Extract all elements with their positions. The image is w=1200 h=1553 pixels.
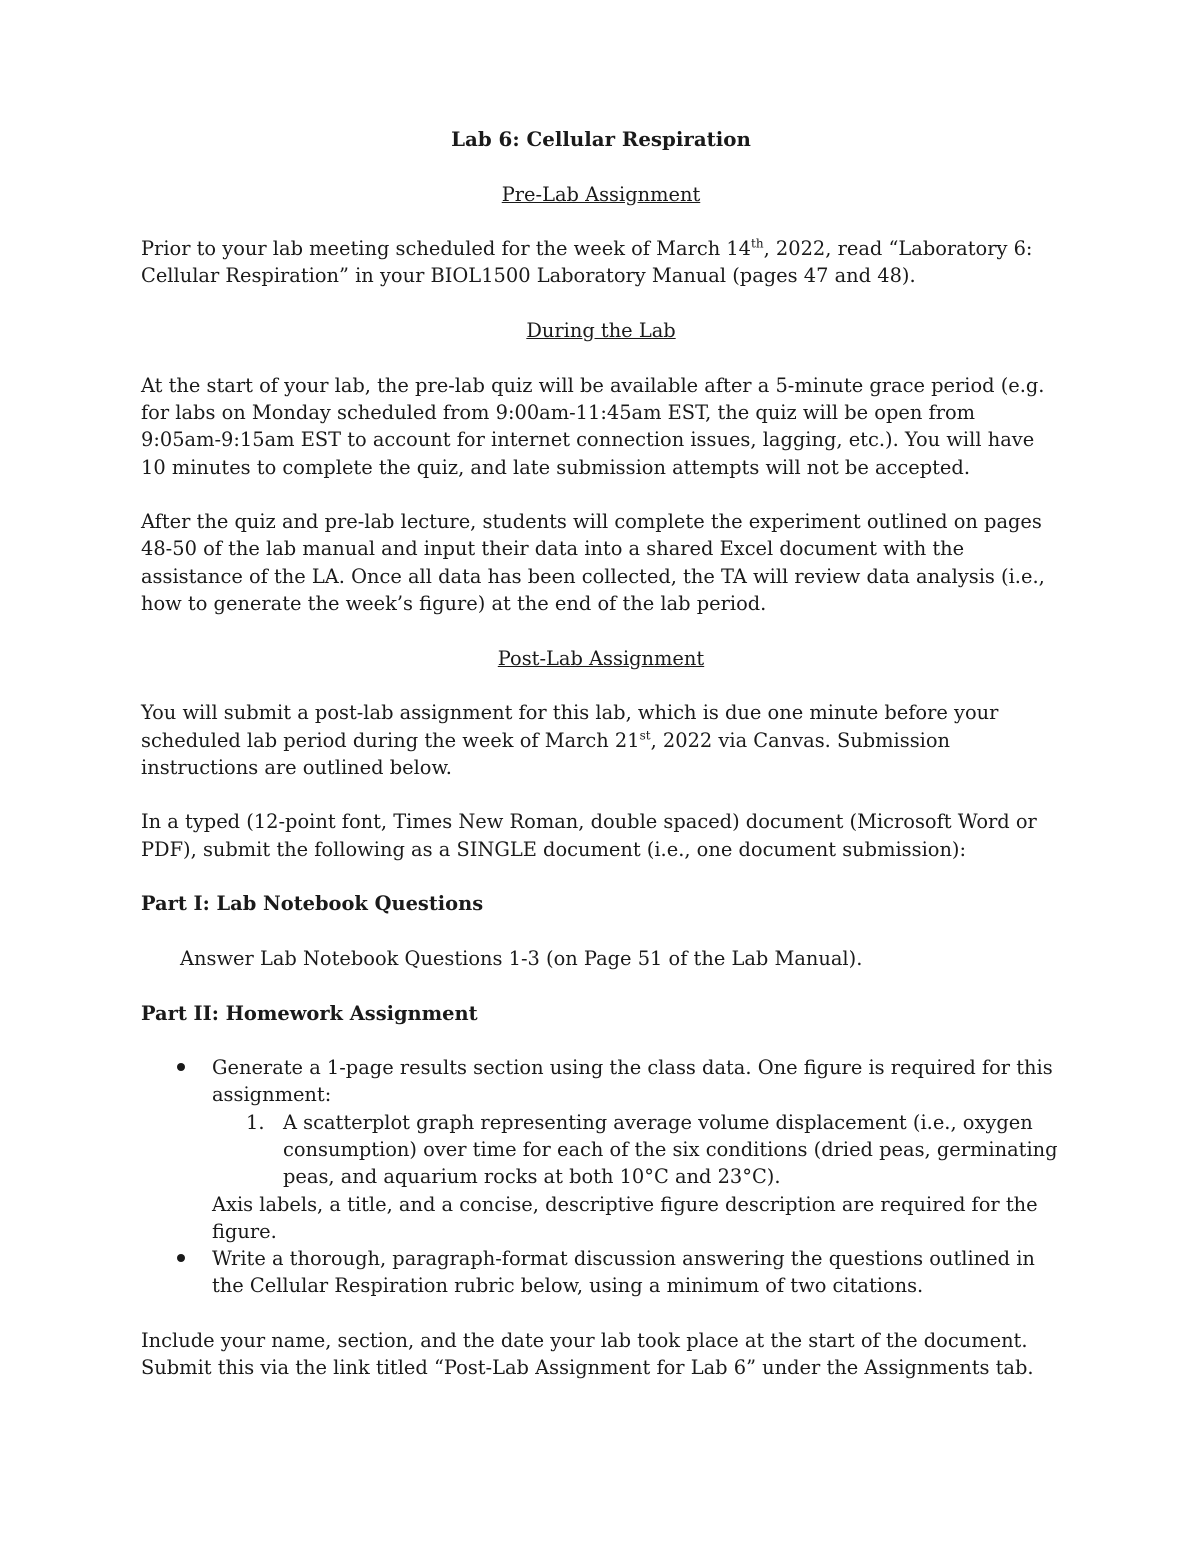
- during-paragraph-1: At the start of your lab, the pre-lab quiz will be available after a 5-minute grace period (e.g. for labs on Monday scheduled from 9:00am-11:45am EST, the quiz will be open from 9:05am-9:15am EST to account for internet connection issues, lagging, etc.). You will have 10 minutes to complete the quiz, and late submission attempts will not be accepted.: [141, 373, 1045, 479]
- list-item: [212, 1109, 1061, 1191]
- part2-heading: Part II: Homework Assignment: [141, 1001, 478, 1025]
- postlab-ordinal-suffix: st: [639, 728, 651, 743]
- postlab-heading: Post-Lab Assignment: [497, 646, 705, 670]
- during-heading: During the Lab: [526, 319, 676, 343]
- list-item: [141, 1245, 1061, 1300]
- bullet2-text: Write a thorough, paragraph-format discussion answering the questions outlined in the Cellular Respiration rubric below, using a minimum of two citations.: [212, 1247, 1035, 1298]
- prelab-paragraph: [141, 235, 1061, 290]
- closing-paragraph: Include your name, section, and the date your lab took place at the start of the document. Submit this via the link titled “Post-Lab Assignment for Lab 6” under the Assignments tab.: [141, 1329, 1034, 1380]
- prelab-heading-line: [141, 181, 1061, 208]
- part1-text: Answer Lab Notebook Questions 1-3 (on Page 51 of the Lab Manual).: [180, 946, 863, 970]
- number-marker: 1.: [246, 1110, 265, 1134]
- postlab-heading-line: [141, 645, 1061, 672]
- postlab-text-end: , 2022 via Canvas. Submission instructions are outlined below.: [141, 728, 951, 779]
- prelab-text-start: Prior to your lab meeting scheduled for the week of March 14: [141, 237, 752, 261]
- during-heading-line: [141, 317, 1061, 344]
- bullet1-tail-text: Axis labels, a title, and a concise, descriptive figure description are required for the figure.: [212, 1192, 1038, 1243]
- postlab-paragraph-1: [141, 699, 1061, 781]
- list-item: [141, 1054, 1061, 1245]
- bullet-icon: [177, 1254, 185, 1262]
- prelab-text-end: , 2022, read “Laboratory 6: Cellular Respiration” in your BIOL1500 Laboratory Manual (pages 47 and 48).: [141, 237, 1033, 288]
- bullet1-text: Generate a 1-page results section using the class data. One figure is required for this assignment:: [212, 1056, 1053, 1107]
- part1-heading: Part I: Lab Notebook Questions: [141, 892, 484, 916]
- part2-bullet-list: [141, 1054, 1061, 1300]
- page-title: Lab 6: Cellular Respiration: [451, 127, 751, 151]
- postlab-paragraph-2: In a typed (12-point font, Times New Roman, double spaced) document (Microsoft Word or PDF), submit the following as a SINGLE document (i.e., one document submission):: [141, 810, 1037, 861]
- numbered-item-text: A scatterplot graph representing average volume displacement (i.e., oxygen consumption) over time for each of the six conditions (dried peas, germinating peas, and aquarium rocks at both 10°C and 23°C).: [283, 1110, 1058, 1189]
- postlab-text-start: You will submit a post-lab assignment for this lab, which is due one minute before your scheduled lab period during the week of March 21: [141, 701, 999, 752]
- numbered-list: [212, 1109, 1061, 1191]
- during-paragraph-2: After the quiz and pre-lab lecture, students will complete the experiment outlined on pages 48-50 of the lab manual and input their data into a shared Excel document with the assistance of the LA. Once all data has been collected, the TA will review data analysis (i.e., how to generate the week’s figure) at the end of the lab period.: [141, 510, 1045, 616]
- prelab-ordinal-suffix: th: [751, 236, 764, 251]
- document-body: [141, 126, 1061, 1409]
- prelab-heading: Pre-Lab Assignment: [501, 182, 701, 206]
- bullet-icon: [177, 1063, 185, 1071]
